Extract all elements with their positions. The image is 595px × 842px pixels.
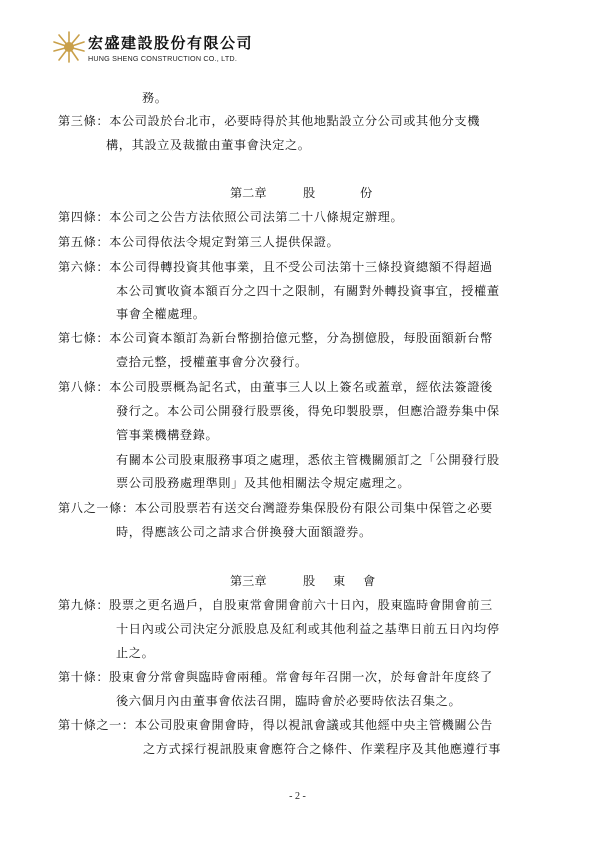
company-name-english: HUNG SHENG CONSTRUCTION CO., LTD. [88,54,238,63]
article-3: 第三條：本公司設於台北市，必要時得於其他地點設立分公司或其他分支機 [58,114,480,128]
chapter-number: 第三章 [230,574,267,588]
chapter-title-char: 份 [360,186,373,200]
text-line: 事會全權處理。 [116,307,206,321]
chapter-title-char: 股 [303,574,316,588]
article-7: 第七條：本公司資本額訂為新台幣捌拾億元整，分為捌億股，每股面額新台幣 [58,331,493,345]
text-line: 之方式採行視訊股東會應符合之條件、作業程序及其他應遵行事 [143,742,502,756]
text-line: 壹拾元整，授權董事會分次發行。 [116,355,308,369]
article-5: 第五條：本公司得依法令規定對第三人提供保證。 [58,235,340,249]
chapter-number: 第二章 [230,186,267,200]
article-6: 第六條：本公司得轉投資其他事業，且不受公司法第十三條投資總額不得超過 [58,260,493,274]
text-line: 發行之。本公司公開發行股票後，得免印製股票，但應洽證券集中保 [116,404,500,418]
text-line: 本公司實收資本額百分之四十之限制，有關對外轉投資事宜，授權董 [116,284,500,298]
article-9: 第九條：股票之更名過戶，自股東常會開會前六十日內，股東臨時會開會前三 [58,598,493,612]
article-4: 第四條：本公司之公告方法依照公司法第二十八條規定辦理。 [58,210,404,224]
text-line: 管事業機構登錄。 [116,428,219,442]
article-10: 第十條：股東會分常會與臨時會兩種。常會每年召開一次，於每會計年度終了 [58,670,493,684]
company-name: 宏盛建設股份有限公司 [88,34,254,52]
text-line: 時，得應該公司之請求合併換發大面額證券。 [116,525,372,539]
text-line: 構，其設立及裁撤由董事會決定之。 [106,138,311,152]
text-line: 止之。 [116,646,155,660]
chapter-title-char: 東 [333,574,346,588]
article-8-1: 第八之一條：本公司股票若有送交台灣證券集保股份有限公司集中保管之必要 [58,501,493,515]
chapter-title-char: 股 [303,186,316,200]
text-line: 後六個月內由董事會依法召開，臨時會於必要時依法召集之。 [116,694,462,708]
article-8: 第八條：本公司股票概為記名式，由董事三人以上簽名或蓋章，經依法簽證後 [58,380,493,394]
chapter-title-char: 會 [363,574,376,588]
text-line: 十日內或公司決定分派股息及紅利或其他利益之基準日前五日內均停 [116,622,500,636]
page-number: - 2 - [289,791,306,802]
text-line: 有關本公司股東服務事項之處理，悉依主管機關頒訂之「公開發行股 [116,453,500,467]
article-10-1: 第十條之一：本公司股東會開會時，得以視訊會議或其他經中央主管機關公告 [58,718,493,732]
text-line: 票公司股務處理準則」及其他相關法令規定處理之。 [116,476,411,490]
text-line: 務。 [142,91,168,105]
